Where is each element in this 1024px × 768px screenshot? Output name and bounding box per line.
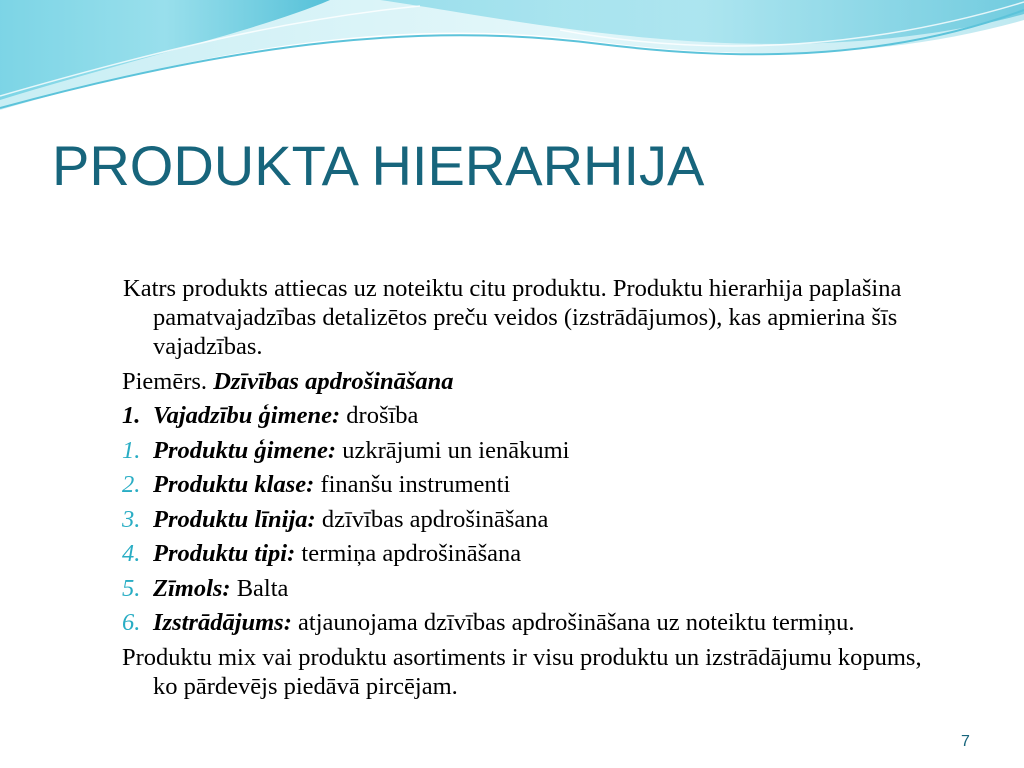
intro-paragraph: Katrs produkts attiecas uz noteiktu citu produktu. Produktu hierarhija paplašina pamatvajadzības detalizētos preču veidos (izstrādājumos), kas apmierina šīs vajadzības.	[123, 275, 902, 360]
item-text: drošība	[340, 402, 419, 429]
decorative-wave-banner	[0, 0, 1024, 120]
hierarchy-item-brand	[122, 574, 952, 603]
item-number: 1.	[122, 436, 141, 464]
item-number: 1.	[122, 402, 141, 429]
item-term: Produktu tipi:	[153, 540, 296, 567]
example-line	[122, 367, 952, 396]
item-term: Produktu ģimene:	[153, 436, 337, 464]
example-label: Piemērs.	[122, 367, 214, 395]
item-term: Produktu klase:	[153, 471, 315, 498]
hierarchy-item-product-family	[122, 436, 952, 465]
item-number: 6.	[122, 609, 141, 636]
item-text: dzīvības apdrošināšana	[315, 505, 549, 533]
hierarchy-item-product-item	[122, 608, 952, 637]
item-text: finanšu instrumenti	[314, 471, 511, 498]
item-text: uzkrājumi un ienākumi	[336, 436, 570, 464]
product-mix-paragraph: Produktu mix vai produktu asortiments ir visu produktu un izstrādājumu kopums, ko pārdevējs piedāvā pircējam.	[122, 643, 922, 700]
item-term: Produktu līnija:	[153, 505, 316, 533]
hierarchy-item-need-family	[122, 401, 952, 430]
slide-body	[122, 274, 952, 706]
example-value: Dzīvības apdrošināšana	[213, 367, 454, 395]
item-number: 2.	[122, 471, 141, 498]
item-text: termiņa apdrošināšana	[295, 540, 522, 567]
slide-title: PRODUKTA HIERARHIJA	[52, 134, 705, 197]
hierarchy-item-product-line	[122, 505, 952, 534]
item-text: Balta	[230, 574, 289, 602]
item-term: Vajadzību ģimene:	[153, 402, 341, 429]
page-number: 7	[961, 733, 970, 750]
item-number: 4.	[122, 540, 141, 567]
item-term: Zīmols:	[153, 574, 231, 602]
item-number: 3.	[122, 505, 141, 533]
hierarchy-item-product-class	[122, 470, 952, 499]
hierarchy-item-product-types	[122, 539, 952, 568]
item-term: Izstrādājums:	[153, 609, 292, 636]
item-number: 5.	[122, 574, 141, 602]
item-text: atjaunojama dzīvības apdrošināšana uz noteiktu termiņu.	[291, 609, 855, 636]
